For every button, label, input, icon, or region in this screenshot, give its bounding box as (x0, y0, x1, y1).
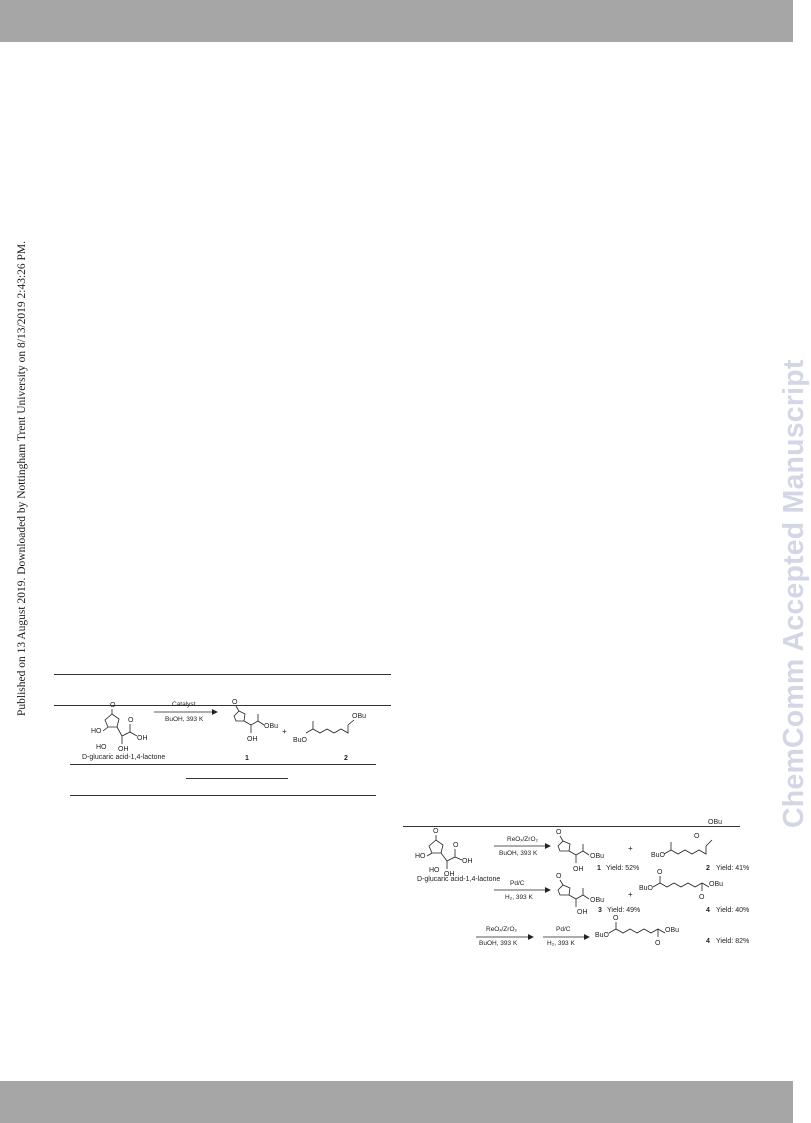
table-product1-obu-label: OBu (264, 723, 279, 730)
scheme-plus-2: + (628, 890, 633, 899)
product1-oh-label: OH (573, 866, 584, 873)
product1-obu-label: OBu (590, 853, 605, 860)
table-substrate-name: D-glucaric acid-1,4-lactone (82, 754, 166, 761)
row3-conditions-1: BuOH, 393 K (479, 940, 518, 947)
product4b-number: 4 (706, 938, 710, 945)
table-substrate-oh-label: OH (137, 735, 148, 742)
step2-reagent: Pd/C (510, 880, 525, 887)
product2-o-label: O (694, 833, 700, 840)
table-catalyst-label: Catalyst (172, 701, 196, 708)
publication-note: Published on 13 August 2019. Downloaded by Nottingham Trent University on 8/13/2019 2:43:26 PM. (16, 240, 28, 716)
table-substrate-o-label: O (110, 702, 116, 709)
scheme-substrate-oh-label: OH (462, 858, 473, 865)
product3-oh-label: OH (577, 909, 588, 916)
product4-yield: Yield: 40% (716, 907, 750, 914)
product3-obu-label: OBu (590, 897, 605, 904)
accepted-manuscript-watermark: ChemComm Accepted Manuscript (778, 359, 810, 828)
product4b-buo-label: BuO (595, 932, 610, 939)
product1-yield: Yield: 52% (606, 865, 640, 872)
table-substrate-ho2-label: HO (96, 744, 107, 751)
product4b-obu-label: OBu (665, 927, 680, 934)
scheme-substrate-o2-label: O (453, 842, 459, 849)
step2-conditions: H₂, 393 K (505, 894, 533, 901)
product2-buo-label: BuO (651, 852, 666, 859)
product1-number: 1 (597, 865, 601, 872)
row3-reagent-1: ReOₓ/ZrO₂ (486, 926, 518, 933)
table-substrate-o2-label: O (128, 717, 134, 724)
table-product2-obu-label: OBu (352, 713, 367, 720)
table-conditions-label: BuOH, 393 K (165, 716, 204, 723)
product4-o2-label: O (699, 894, 705, 901)
product2-number: 2 (706, 865, 710, 872)
scheme-substrate-name: D-glucaric acid-1,4-lactone (417, 876, 501, 883)
product4-number: 4 (706, 907, 710, 914)
product1-o-label: O (556, 829, 562, 836)
table-substrate-oh2-label: OH (118, 746, 129, 753)
product2-obu-label: OBu (708, 819, 723, 826)
table-product1-number: 1 (245, 755, 249, 762)
table-product1-o-label: O (232, 699, 238, 706)
table-product1-oh-label: OH (247, 736, 258, 743)
step1-conditions: BuOH, 393 K (499, 850, 538, 857)
table-substrate-ho-label: HO (91, 728, 102, 735)
product2-yield: Yield: 41% (716, 865, 750, 872)
row3-reagent-2: Pd/C (556, 926, 571, 933)
product3-number: 3 (598, 907, 602, 914)
product4b-o-label: O (613, 915, 619, 922)
scheme-plus-1: + (628, 844, 633, 853)
product4-obu-label: OBu (709, 881, 724, 888)
scheme-substrate-oh2-label: OH (444, 871, 455, 878)
product4-buo-label: BuO (639, 885, 654, 892)
product3-yield: Yield: 49% (607, 907, 641, 914)
table-product2-number: 2 (344, 755, 348, 762)
scheme-substrate-ho2-label: HO (429, 867, 440, 874)
scheme-substrate-ho-label: HO (415, 853, 426, 860)
table-product2-buo-label: BuO (293, 737, 308, 744)
product3-o-label: O (556, 873, 562, 880)
product4b-o2-label: O (655, 940, 661, 947)
row3-conditions-2: H₂, 393 K (547, 940, 575, 947)
product4-o-label: O (657, 869, 663, 876)
product4b-yield: Yield: 82% (716, 938, 750, 945)
table-plus-sign: + (282, 727, 287, 736)
step1-reagent: ReOₓ/ZrO₂ (507, 836, 539, 843)
scheme-substrate-o-label: O (433, 828, 439, 835)
